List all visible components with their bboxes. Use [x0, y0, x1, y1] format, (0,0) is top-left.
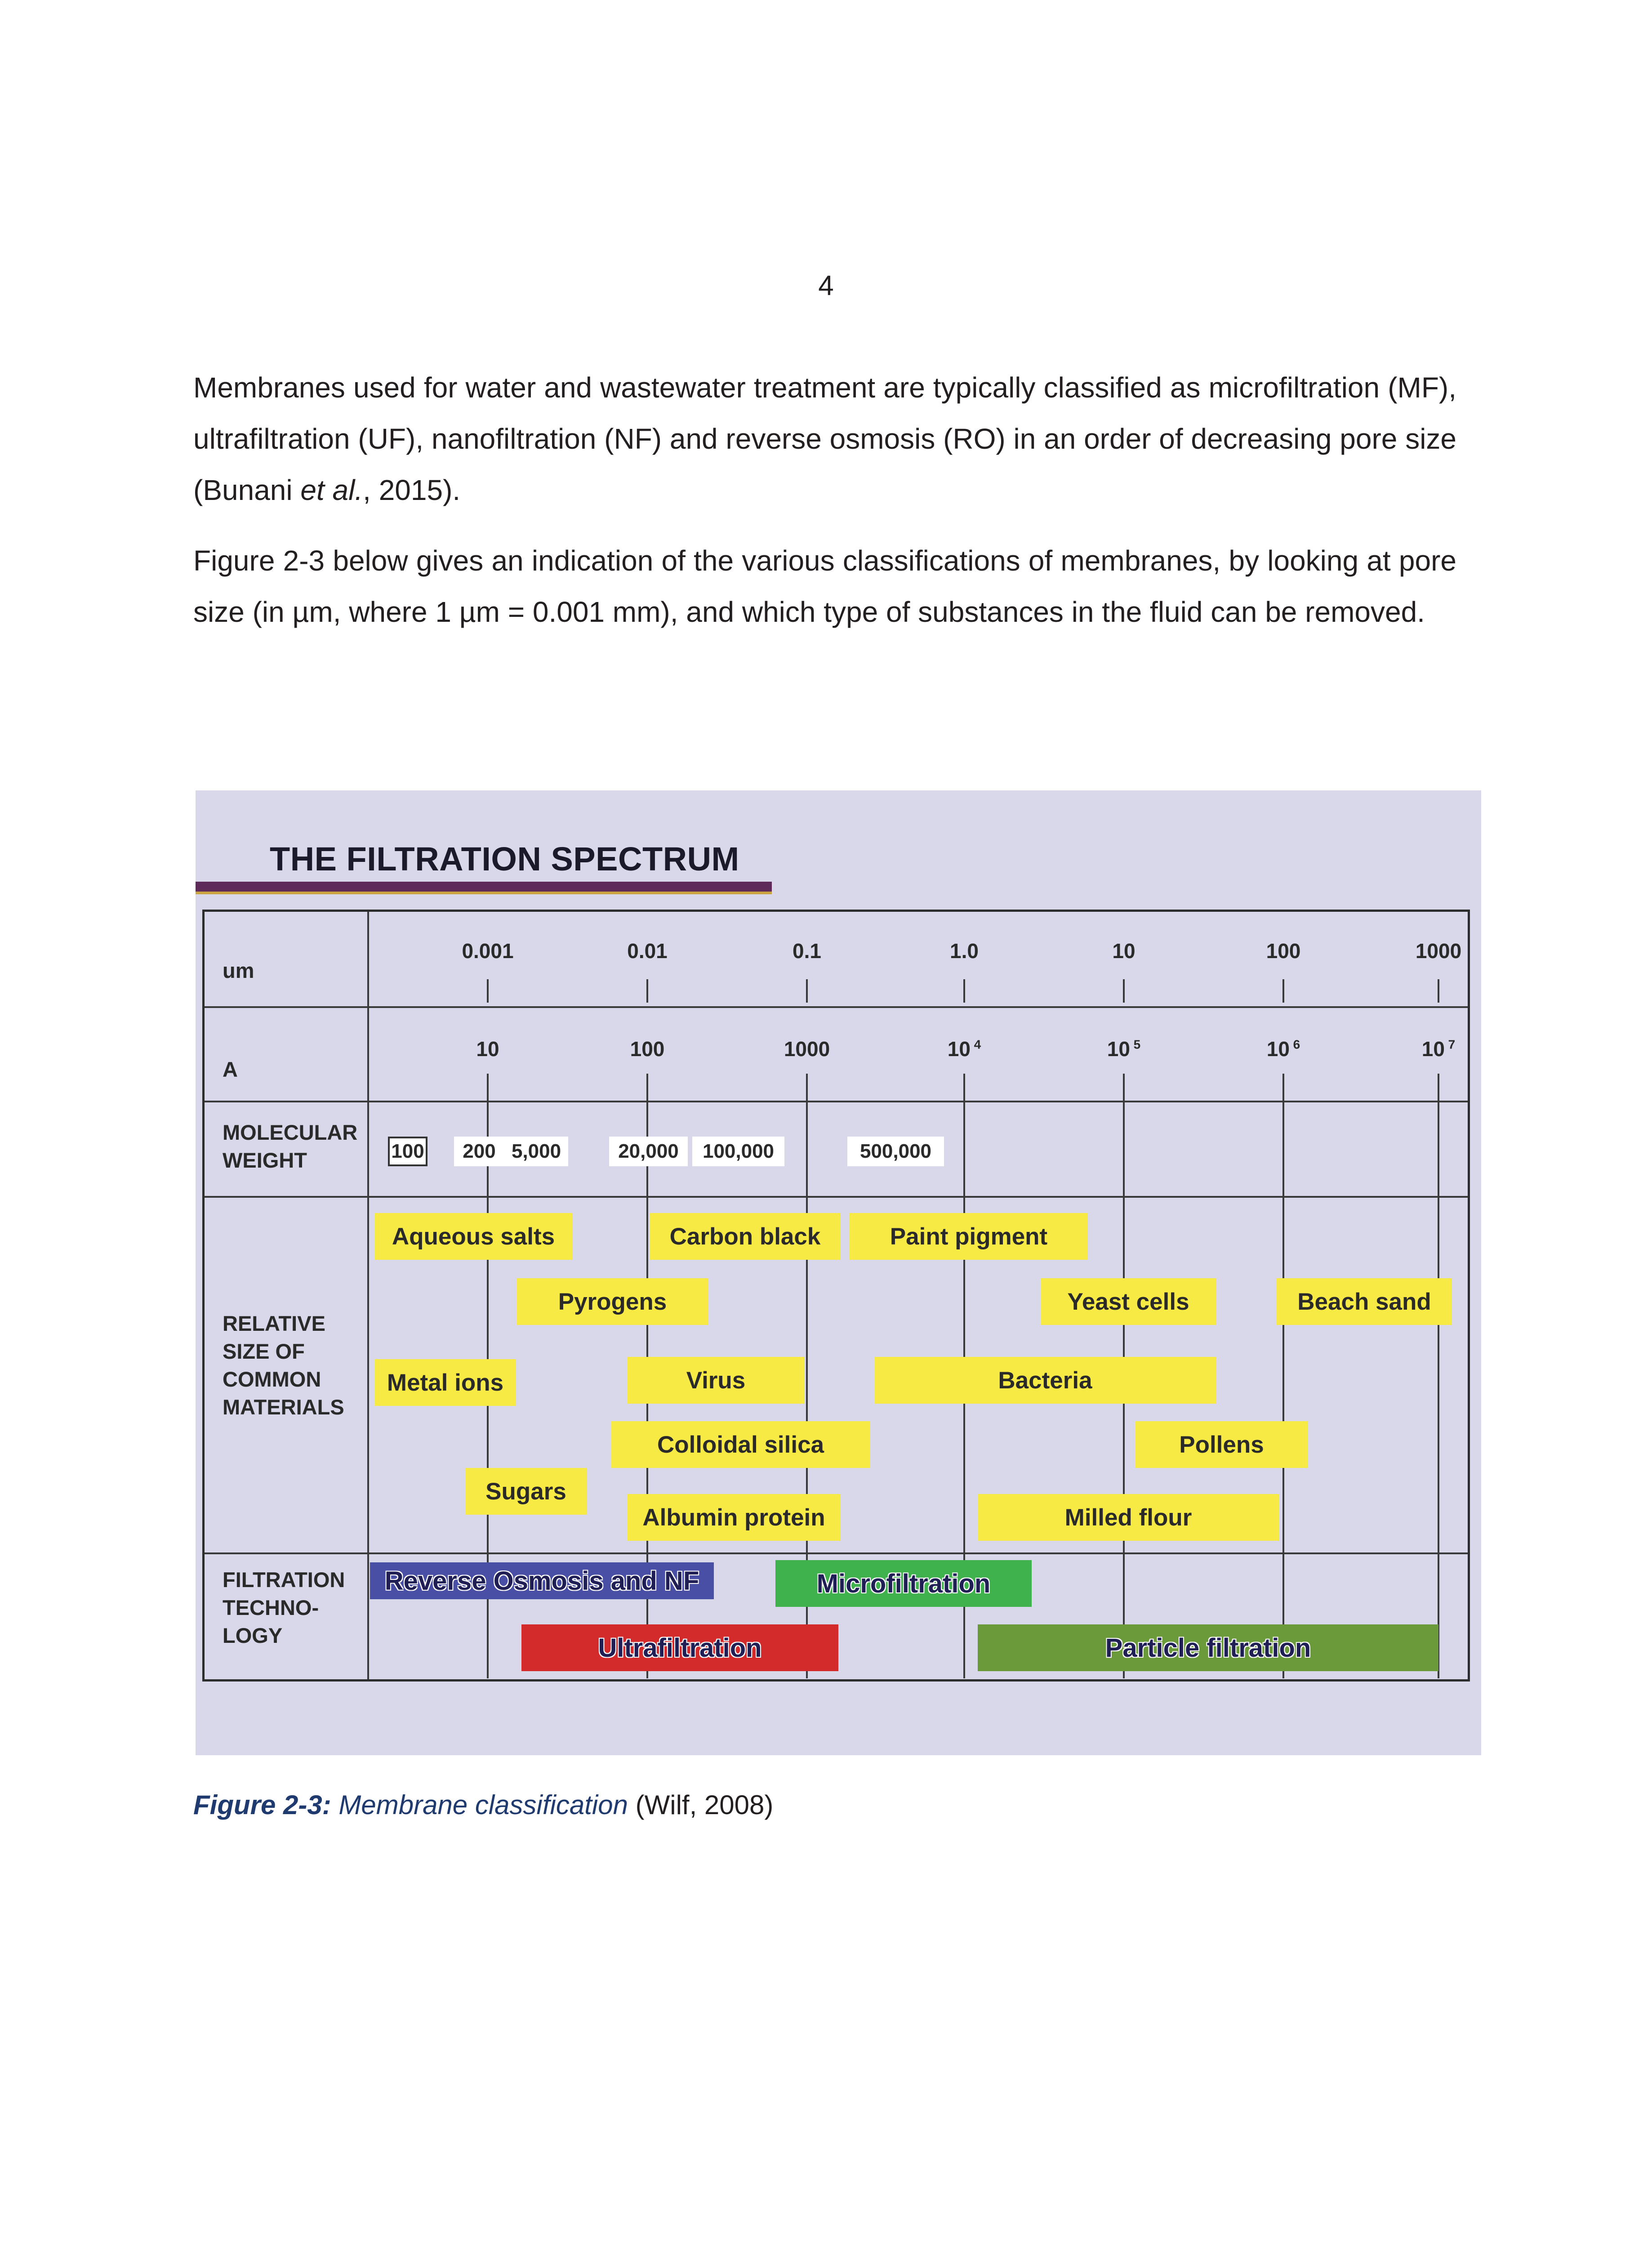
filtration-spectrum-figure: [196, 790, 1481, 1755]
um-tick-mark: [646, 979, 648, 1003]
mw-value: 100,000: [692, 1137, 784, 1166]
angstrom-tick-label: 100: [630, 1037, 665, 1061]
caption-label: Figure 2-3:: [193, 1790, 331, 1820]
title-underline: [196, 882, 772, 892]
figure-caption: [193, 1789, 773, 1820]
angstrom-tick-label: 10 $^4$: [947, 1037, 981, 1061]
decade-gridline: [1282, 1074, 1284, 1678]
mw-value: 100: [388, 1137, 427, 1166]
um-tick-mark: [1123, 979, 1125, 1003]
figure-title: THE FILTRATION SPECTRUM: [270, 840, 739, 878]
material-paint-pigment: Paint pigment: [850, 1213, 1088, 1260]
angstrom-tick-label: 10 $^6$: [1266, 1037, 1300, 1061]
tech-ultrafiltration: Ultrafiltration: [521, 1624, 838, 1671]
paragraph-1-text: Membranes used for water and wastewater treatment are typically classified as microfiltration (MF), ultrafiltration (UF), nanofiltration (NF) and reverse osmosis (RO) in an order of decreasing pore size (Bunani: [193, 371, 1456, 506]
mw-value: 200: [454, 1137, 504, 1166]
tech-microfiltration: Microfiltration: [775, 1560, 1032, 1607]
paragraph-1-italic: et al.: [300, 474, 363, 506]
um-tick-mark: [806, 979, 808, 1003]
mw-value: 500,000: [847, 1137, 944, 1166]
um-tick-mark: [487, 979, 489, 1003]
row-divider: [205, 1006, 1468, 1008]
um-tick-label: 0.1: [793, 939, 821, 963]
angstrom-tick-label: 1000: [784, 1037, 830, 1061]
material-metal-ions: Metal ions: [374, 1359, 516, 1406]
um-tick-mark: [1438, 979, 1439, 1003]
row-label-relative-size: RELATIVE SIZE OF COMMON MATERIALS: [223, 1311, 344, 1419]
label-column-divider: [367, 912, 369, 1679]
row-label-technology: FILTRATION TECHNO- LOGY: [223, 1568, 345, 1647]
material-virus: Virus: [627, 1357, 805, 1404]
mw-value: 20,000: [609, 1137, 688, 1166]
mw-value: 5,000: [504, 1137, 568, 1166]
row-label-molecular-weight: MOLECULAR WEIGHT: [223, 1120, 358, 1172]
row-label-angstrom: A: [223, 1057, 238, 1081]
material-sugars: Sugars: [465, 1468, 587, 1515]
row-divider: [205, 1552, 1468, 1554]
angstrom-tick-label: 10 $^5$: [1107, 1037, 1141, 1061]
material-milled-flour: Milled flour: [978, 1494, 1279, 1541]
um-tick-label: 1000: [1415, 939, 1462, 963]
caption-title: Membrane classification: [331, 1790, 628, 1820]
um-tick-mark: [963, 979, 965, 1003]
material-carbon-black: Carbon black: [650, 1213, 841, 1260]
material-albumin-protein: Albumin protein: [627, 1494, 841, 1541]
material-yeast-cells: Yeast cells: [1041, 1278, 1216, 1325]
angstrom-tick-label: 10 $^7$: [1421, 1037, 1456, 1061]
um-tick-label: 1.0: [950, 939, 979, 963]
decade-gridline: [1438, 1074, 1439, 1678]
um-tick-label: 10: [1112, 939, 1135, 963]
angstrom-tick-label: 10: [476, 1037, 499, 1061]
paragraph-1-end: , 2015).: [363, 474, 461, 506]
um-tick-mark: [1282, 979, 1284, 1003]
material-colloidal-silica: Colloidal silica: [611, 1421, 870, 1468]
paragraph-2: Figure 2-3 below gives an indication of the various classifications of membranes, by looking at pore size (in µm, where 1 µm = 0.001 mm), and which type of substances in the fluid can be removed.: [193, 544, 1456, 628]
title-underline-shadow: [196, 892, 772, 894]
spectrum-chart: [202, 910, 1470, 1682]
page-number: 4: [818, 270, 834, 301]
caption-source: (Wilf, 2008): [628, 1790, 774, 1820]
material-beach-sand: Beach sand: [1277, 1278, 1452, 1325]
um-tick-label: 0.01: [627, 939, 668, 963]
paragraph-1: [193, 362, 1456, 516]
um-tick-label: 100: [1266, 939, 1301, 963]
tech-particle-filtration: Particle filtration: [978, 1624, 1438, 1671]
row-divider: [205, 1101, 1468, 1102]
material-bacteria: Bacteria: [874, 1357, 1216, 1404]
material-pollens: Pollens: [1135, 1421, 1308, 1468]
tech-reverse-osmosis-nf: Reverse Osmosis and NF: [370, 1562, 714, 1599]
um-tick-label: 0.001: [462, 939, 514, 963]
material-aqueous-salts: Aqueous salts: [374, 1213, 572, 1260]
row-label-um: um: [223, 959, 254, 982]
row-divider: [205, 1196, 1468, 1198]
material-pyrogens: Pyrogens: [517, 1278, 708, 1325]
